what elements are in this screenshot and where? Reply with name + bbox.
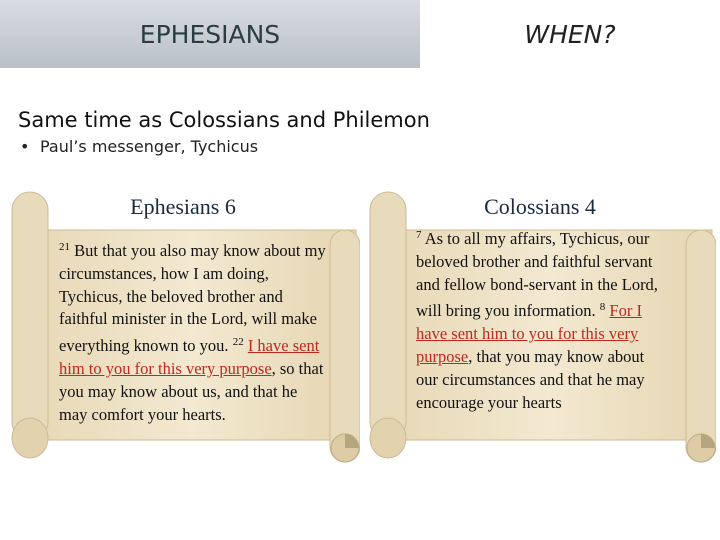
scroll-title-colossians: Colossians 4 [484,194,596,219]
scroll-ephesians [6,190,360,470]
verse-text: , that you may know about our circumstances and that he may encourage your hearts [416,346,645,412]
bullet-text: Paul’s messenger, Tychicus [40,137,259,156]
verse-number: 21 [59,241,70,253]
scroll-text-colossians [416,224,664,414]
highlighted-verse-text: I have sent him to you for this very purpose [59,336,320,378]
verse-number: 7 [416,229,422,241]
bullet-symbol: • [20,137,30,156]
page-title: EPHESIANS [139,19,281,49]
verse-text: , so that you may know about us, and that he may comfort your hearts. [59,358,324,424]
verse-number: 8 [599,301,606,314]
title-tab-when [420,0,720,68]
subtitle: Same time as Colossians and Philemon [18,108,430,132]
title-tab-ephesians [0,0,420,68]
highlighted-verse-text: For I have sent him to you for this very purpose [416,301,642,366]
scroll-title-ephesians: Ephesians 6 [130,194,236,219]
scroll-colossians [364,190,716,470]
verse-number: 22 [232,336,244,349]
bullet-item [20,137,258,156]
verse-text: But that you also may know about my circumstances, how I am doing, Tychicus, the beloved brother and faithful minister in the Lord, will make everything known to you. [59,241,326,356]
when-heading: WHEN? [524,19,616,49]
scroll-text-ephesians [59,236,327,426]
verse-text: As to all my affairs, Tychicus, our beloved brother and faithful servant and fellow bond-servant in the Lord, will bring you information. [416,229,658,321]
